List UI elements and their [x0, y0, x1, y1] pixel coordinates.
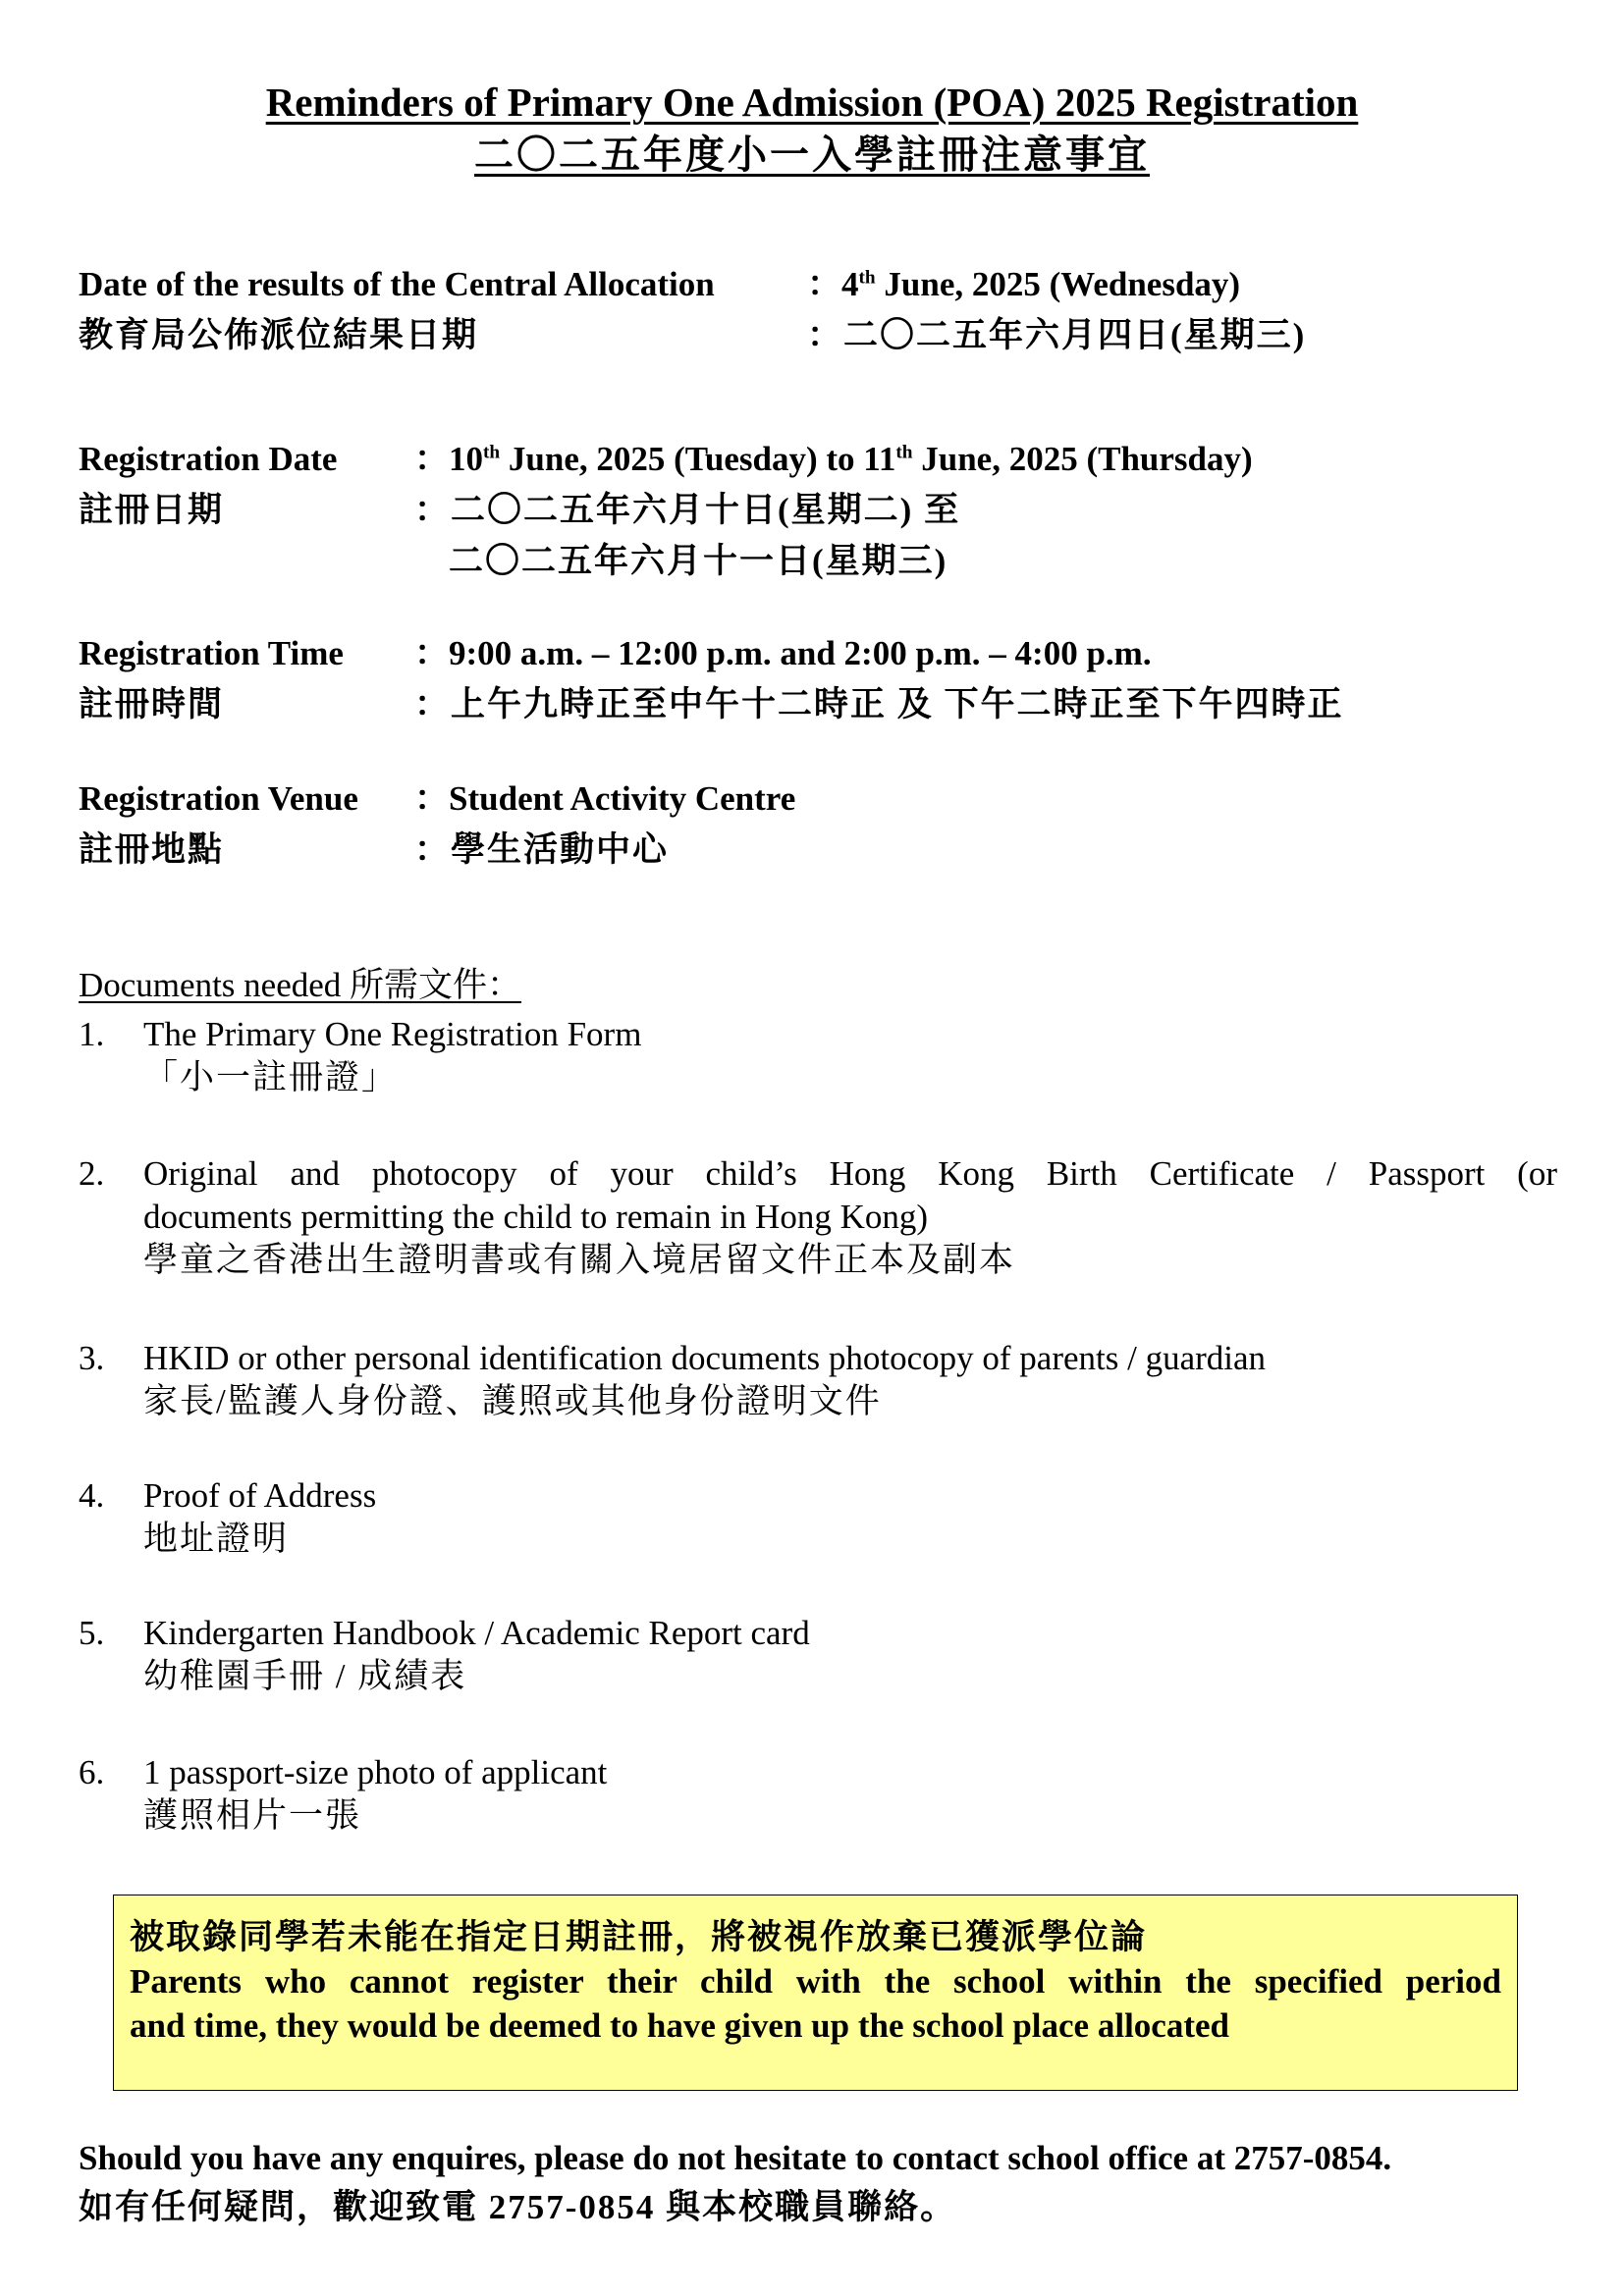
doc-item-zh: 幼稚園手冊 / 成績表 [143, 1657, 467, 1695]
documents-heading: Documents needed 所需文件： [79, 966, 522, 1004]
registration-venue-label-en: Registration Venue [79, 779, 358, 818]
colon: ： [414, 440, 450, 478]
colon: ： [414, 634, 450, 672]
title-en [0, 77, 1624, 128]
reg-from-sup: th [483, 442, 501, 463]
colon: ： [414, 491, 452, 529]
reg-venue-en: Student Activity Centre [449, 779, 796, 818]
doc-item-zh: 地址證明 [143, 1520, 290, 1558]
colon: ： [807, 316, 844, 354]
reg-from-day: 10 [449, 440, 484, 478]
registration-time-value-en [414, 632, 1152, 675]
doc-item-3 [143, 1337, 1557, 1423]
doc-item-2 [143, 1152, 1557, 1282]
registration-venue-value-zh [414, 828, 669, 872]
doc-item-zh: 「小一註冊證」 [143, 1058, 399, 1096]
doc-item-en: The Primary One Registration Form [143, 1015, 642, 1053]
doc-item-en: Kindergarten Handbook / Academic Report card [143, 1614, 810, 1652]
registration-date-value-zh-1 [414, 489, 960, 532]
registration-date-label-en: Registration Date [79, 440, 338, 478]
results-date-zh-text: 二〇二五年六月四日(星期三) [843, 316, 1307, 354]
reg-from-rest: June, 2025 (Tuesday) to [500, 440, 864, 478]
doc-number: 4. [79, 1476, 105, 1515]
colon: ： [414, 830, 452, 869]
reg-to-rest: June, 2025 (Thursday) [912, 440, 1253, 478]
notice-zh: 被取錄同學若未能在指定日期註冊，將被視作放棄已獲派學位論 [130, 1918, 1148, 1956]
results-date-label-en: Date of the results of the Central Allocation [79, 265, 715, 303]
results-day: 4 [841, 265, 859, 303]
doc-item-en-line-1: Original and photocopy of your child’s Hong Kong Birth Certificate / Passport (or [143, 1154, 1557, 1193]
colon: ： [414, 685, 452, 723]
doc-item-4 [143, 1474, 1557, 1561]
doc-item-1 [143, 1013, 1557, 1099]
footer-en: Should you have any enquires, please do not hesitate to contact school office at 2757-0854. [79, 2139, 1392, 2177]
registration-time-label-zh: 註冊時間 [79, 685, 225, 723]
reg-time-en: 9:00 a.m. – 12:00 p.m. and 2:00 p.m. – 4:00 p.m. [449, 634, 1152, 672]
notice-en-line-1: Parents who cannot register their child with the school within the specified period [130, 1962, 1501, 2001]
doc-item-6 [143, 1751, 1557, 1838]
doc-number: 1. [79, 1015, 105, 1053]
results-date-value-zh [807, 314, 1306, 357]
doc-number: 2. [79, 1154, 105, 1193]
reg-venue-zh: 學生活動中心 [451, 830, 670, 869]
colon: ： [414, 779, 450, 818]
reg-date-zh-1: 二〇二五年六月十日(星期二) 至 [451, 491, 961, 529]
results-day-sup: th [858, 267, 876, 289]
doc-number: 3. [79, 1339, 105, 1377]
reg-time-zh: 上午九時正至中午十二時正 及 下午二時正至下午四時正 [451, 685, 1344, 723]
doc-number: 6. [79, 1753, 105, 1791]
doc-item-en: Proof of Address [143, 1476, 377, 1515]
colon: ： [807, 265, 842, 303]
registration-time-label-en: Registration Time [79, 634, 344, 672]
doc-number: 5. [79, 1614, 105, 1652]
doc-item-en-line-2: documents permitting the child to remain in Hong Kong) [143, 1198, 929, 1236]
reg-to-day: 11 [863, 440, 896, 478]
doc-item-zh: 學童之香港出生證明書或有關入境居留文件正本及副本 [143, 1241, 1016, 1279]
registration-venue-value-en [414, 777, 795, 821]
doc-item-zh: 護照相片一張 [143, 1796, 362, 1835]
registration-date-label-zh: 註冊日期 [79, 491, 225, 529]
registration-venue-label-zh: 註冊地點 [79, 830, 225, 869]
registration-date-value-en [414, 438, 1253, 481]
doc-item-en: 1 passport-size photo of applicant [143, 1753, 608, 1791]
notice-en-line-2: and time, they would be deemed to have given up the school place allocated [130, 2006, 1229, 2045]
doc-item-en: HKID or other personal identification documents photocopy of parents / guardian [143, 1339, 1267, 1377]
doc-item-zh: 家長/監護人身份證、護照或其他身份證明文件 [143, 1382, 882, 1420]
results-date-rest: June, 2025 (Wednesday) [875, 265, 1241, 303]
results-date-value-en [807, 263, 1240, 306]
notice-box [113, 1895, 1518, 2091]
reg-to-sup: th [895, 442, 913, 463]
results-date-label-zh: 教育局公佈派位結果日期 [79, 316, 479, 354]
registration-time-value-zh [414, 683, 1344, 726]
title-zh [0, 130, 1624, 181]
footer-zh: 如有任何疑問，歡迎致電 2757-0854 與本校職員聯絡。 [79, 2188, 957, 2226]
title-en-text: Reminders of Primary One Admission (POA) 2025 Registration [265, 80, 1359, 125]
registration-date-value-zh-2: 二〇二五年六月十一日(星期三) [449, 542, 948, 580]
title-zh-text: 二〇二五年度小一入學註冊注意事宜 [474, 133, 1150, 177]
doc-item-5 [143, 1612, 1557, 1698]
